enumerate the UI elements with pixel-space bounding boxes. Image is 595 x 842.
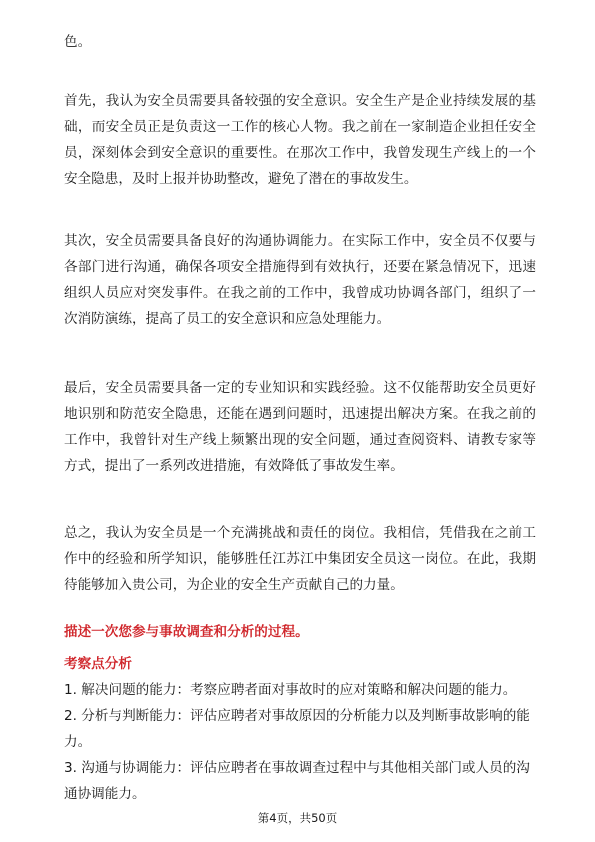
paragraph-communication: 其次，安全员需要具备良好的沟通协调能力。在实际工作中，安全员不仅要与各部门进行沟通，确保各项安全措施得到有效执行，还要在紧急情况下，迅速组织人员应对突发事件。在我之前的工作中，我曾成功协调各部门，组织了一次消防演练，提高了员工的安全意识和应急处理能力。 [64, 233, 536, 327]
section-title: 考察点分析 [64, 656, 132, 672]
page-number-footer: 第4页，共50页 [257, 811, 338, 825]
document-page [64, 0, 536, 842]
question-heading: 描述一次您参与事故调查和分析的过程。 [64, 624, 309, 640]
paragraph-expertise: 最后，安全员需要具备一定的专业知识和实践经验。这不仅能帮助安全员更好地识别和防范安全隐患，还能在遇到问题时，迅速提出解决方案。在我之前的工作中，我曾针对生产线上频繁出现的安全问题，通过查阅资料、请教专家等方式，提出了一系列改进措施，有效降低了事故发生率。 [64, 380, 536, 474]
paragraph-continuation: 色。 [64, 34, 92, 50]
paragraph-safety-awareness: 首先，我认为安全员需要具备较强的安全意识。安全生产是企业持续发展的基础，而安全员正是负责这一工作的核心人物。我之前在一家制造企业担任安全员，深刻体会到安全意识的重要性。在那次工作中，我曾发现生产线上的一个安全隐患，及时上报并协助整改，避免了潜在的事故发生。 [64, 93, 536, 187]
list-item: 1. 解决问题的能力：考察应聘者面对事故时的应对策略和解决问题的能力。 [64, 682, 517, 698]
list-item: 2. 分析与判断能力：评估应聘者对事故原因的分析能力以及判断事故影响的能力。 [64, 708, 530, 750]
list-item: 3. 沟通与协调能力：评估应聘者在事故调查过程中与其他相关部门或人员的沟通协调能力。 [64, 760, 530, 802]
paragraph-conclusion: 总之，我认为安全员是一个充满挑战和责任的岗位。我相信，凭借我在之前工作中的经验和所学知识，能够胜任江苏江中集团安全员这一岗位。在此，我期待能够加入贵公司，为企业的安全生产贡献自己的力量。 [64, 525, 536, 593]
assessment-points-list [64, 677, 536, 807]
